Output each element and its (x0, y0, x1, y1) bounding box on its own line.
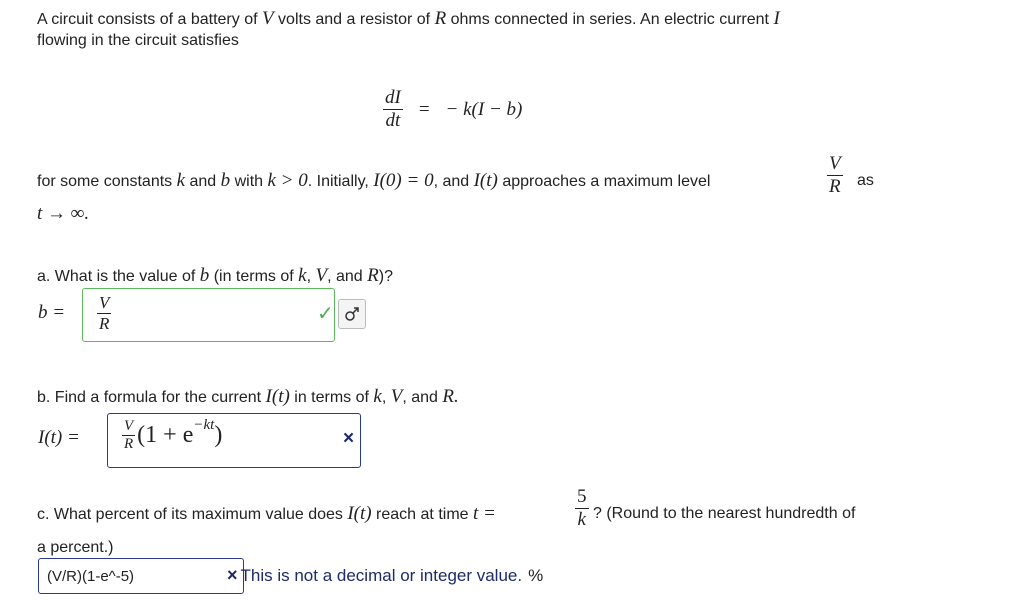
cond-b: b (220, 170, 231, 191)
ode-lhs-den: dt (383, 109, 403, 132)
ode-lhs-fraction (383, 87, 403, 132)
pb-q-It: I(t) (265, 386, 290, 407)
pa-q-comma: , (306, 268, 316, 285)
part-c-question (37, 503, 496, 526)
intro-text-2: volts and a resistor of (273, 11, 435, 28)
cond-as: as (857, 172, 874, 189)
part-c-round-text: ? (Round to the nearest hundredth of (593, 505, 856, 522)
pa-q-V: V (315, 265, 328, 286)
pc-frac-num: 5 (577, 486, 587, 507)
part-c-feedback (227, 565, 543, 586)
ode-equation (383, 87, 522, 132)
pc-feedback-text: This is not a decimal or integer value. (240, 565, 523, 585)
pa-answer-num: V (99, 293, 110, 312)
pb-q-and: , and (402, 389, 443, 406)
cond-and: and (185, 173, 221, 190)
var-R: R (434, 8, 447, 29)
var-I: I (773, 8, 780, 29)
pa-answer-den: R (99, 314, 110, 333)
cond-It: I(t) (473, 170, 498, 191)
pb-q-terms: in terms of (289, 389, 374, 406)
pb-answer-fraction (122, 418, 135, 453)
pb-q-V: V (390, 386, 403, 407)
pb-exponent: −kt (193, 417, 215, 433)
max-num: V (829, 153, 841, 174)
ode-lhs-num: dI (385, 87, 401, 108)
pc-q-t: t = (472, 503, 496, 524)
hint-button[interactable] (338, 299, 366, 329)
pb-frac-num: V (124, 418, 134, 434)
var-V: V (261, 8, 274, 29)
cond-init-val: I(0) = 0 (373, 170, 434, 191)
check-icon: ✓ (317, 303, 334, 325)
pa-q-text: a. What is the value of (37, 268, 200, 285)
problem-intro-line1 (37, 8, 780, 31)
part-c-answer-input[interactable] (38, 558, 244, 594)
part-c-question-line2: a percent.) (37, 539, 114, 556)
cond-limit: t → ∞. (37, 203, 90, 224)
gender-symbol-icon (343, 305, 361, 323)
close-icon: × (343, 428, 355, 449)
max-level-fraction (827, 153, 843, 198)
pc-input-value: (V/R)(1-e^-5) (47, 567, 135, 585)
part-b-label: I(t) = (38, 427, 80, 448)
pb-q-comma: , (381, 389, 391, 406)
pb-q-k: k (373, 386, 382, 407)
intro-text-3: ohms connected in series. An electric current (446, 11, 774, 28)
pa-q-and: , and (327, 268, 368, 285)
cond-initially: . Initially, (307, 173, 374, 190)
pb-q-R: R. (442, 386, 459, 407)
pa-q-k: k (298, 265, 307, 286)
pc-frac-den: k (575, 508, 589, 531)
problem-conditions-line1 (37, 170, 710, 193)
pc-q-text: c. What percent of its maximum value does (37, 506, 348, 523)
ode-equals: = (418, 98, 430, 120)
pb-q-text: b. Find a formula for the current (37, 389, 266, 406)
part-b-answer-expression (122, 418, 222, 453)
max-den: R (829, 176, 841, 197)
pb-paren-expr: (1 + e (137, 422, 194, 448)
pc-unit: % (528, 565, 544, 585)
ode-rhs: − k(I − b) (445, 98, 523, 120)
part-b-answer-box[interactable] (107, 413, 361, 468)
pa-q-b: b (199, 265, 210, 286)
intro-text-1: A circuit consists of a battery of (37, 11, 262, 28)
part-a-question (37, 265, 393, 288)
problem-intro-line2: flowing in the circuit satisfies (37, 32, 239, 49)
cond-approaches: approaches a maximum level (497, 173, 711, 190)
pc-q-It: I(t) (347, 503, 372, 524)
part-a-answer-box[interactable] (82, 288, 335, 342)
cond-ineq: k > 0 (267, 170, 308, 191)
close-icon: × (227, 565, 238, 585)
part-a-label: b = (38, 302, 66, 323)
pa-q-terms: (in terms of (209, 268, 299, 285)
part-c-fraction (575, 486, 589, 531)
pa-q-R: R (367, 265, 379, 286)
cond-k: k (176, 170, 186, 191)
cond-text-1: for some constants (37, 173, 177, 190)
pc-q-reach: reach at time (371, 506, 473, 523)
pb-paren-close: ) (214, 422, 223, 448)
cond-with: with (230, 173, 268, 190)
pa-q-end: )? (378, 268, 393, 285)
part-a-answer-fraction (97, 293, 111, 334)
pb-frac-den: R (124, 436, 134, 452)
cond-and2: , and (433, 173, 474, 190)
part-b-question (37, 386, 459, 409)
